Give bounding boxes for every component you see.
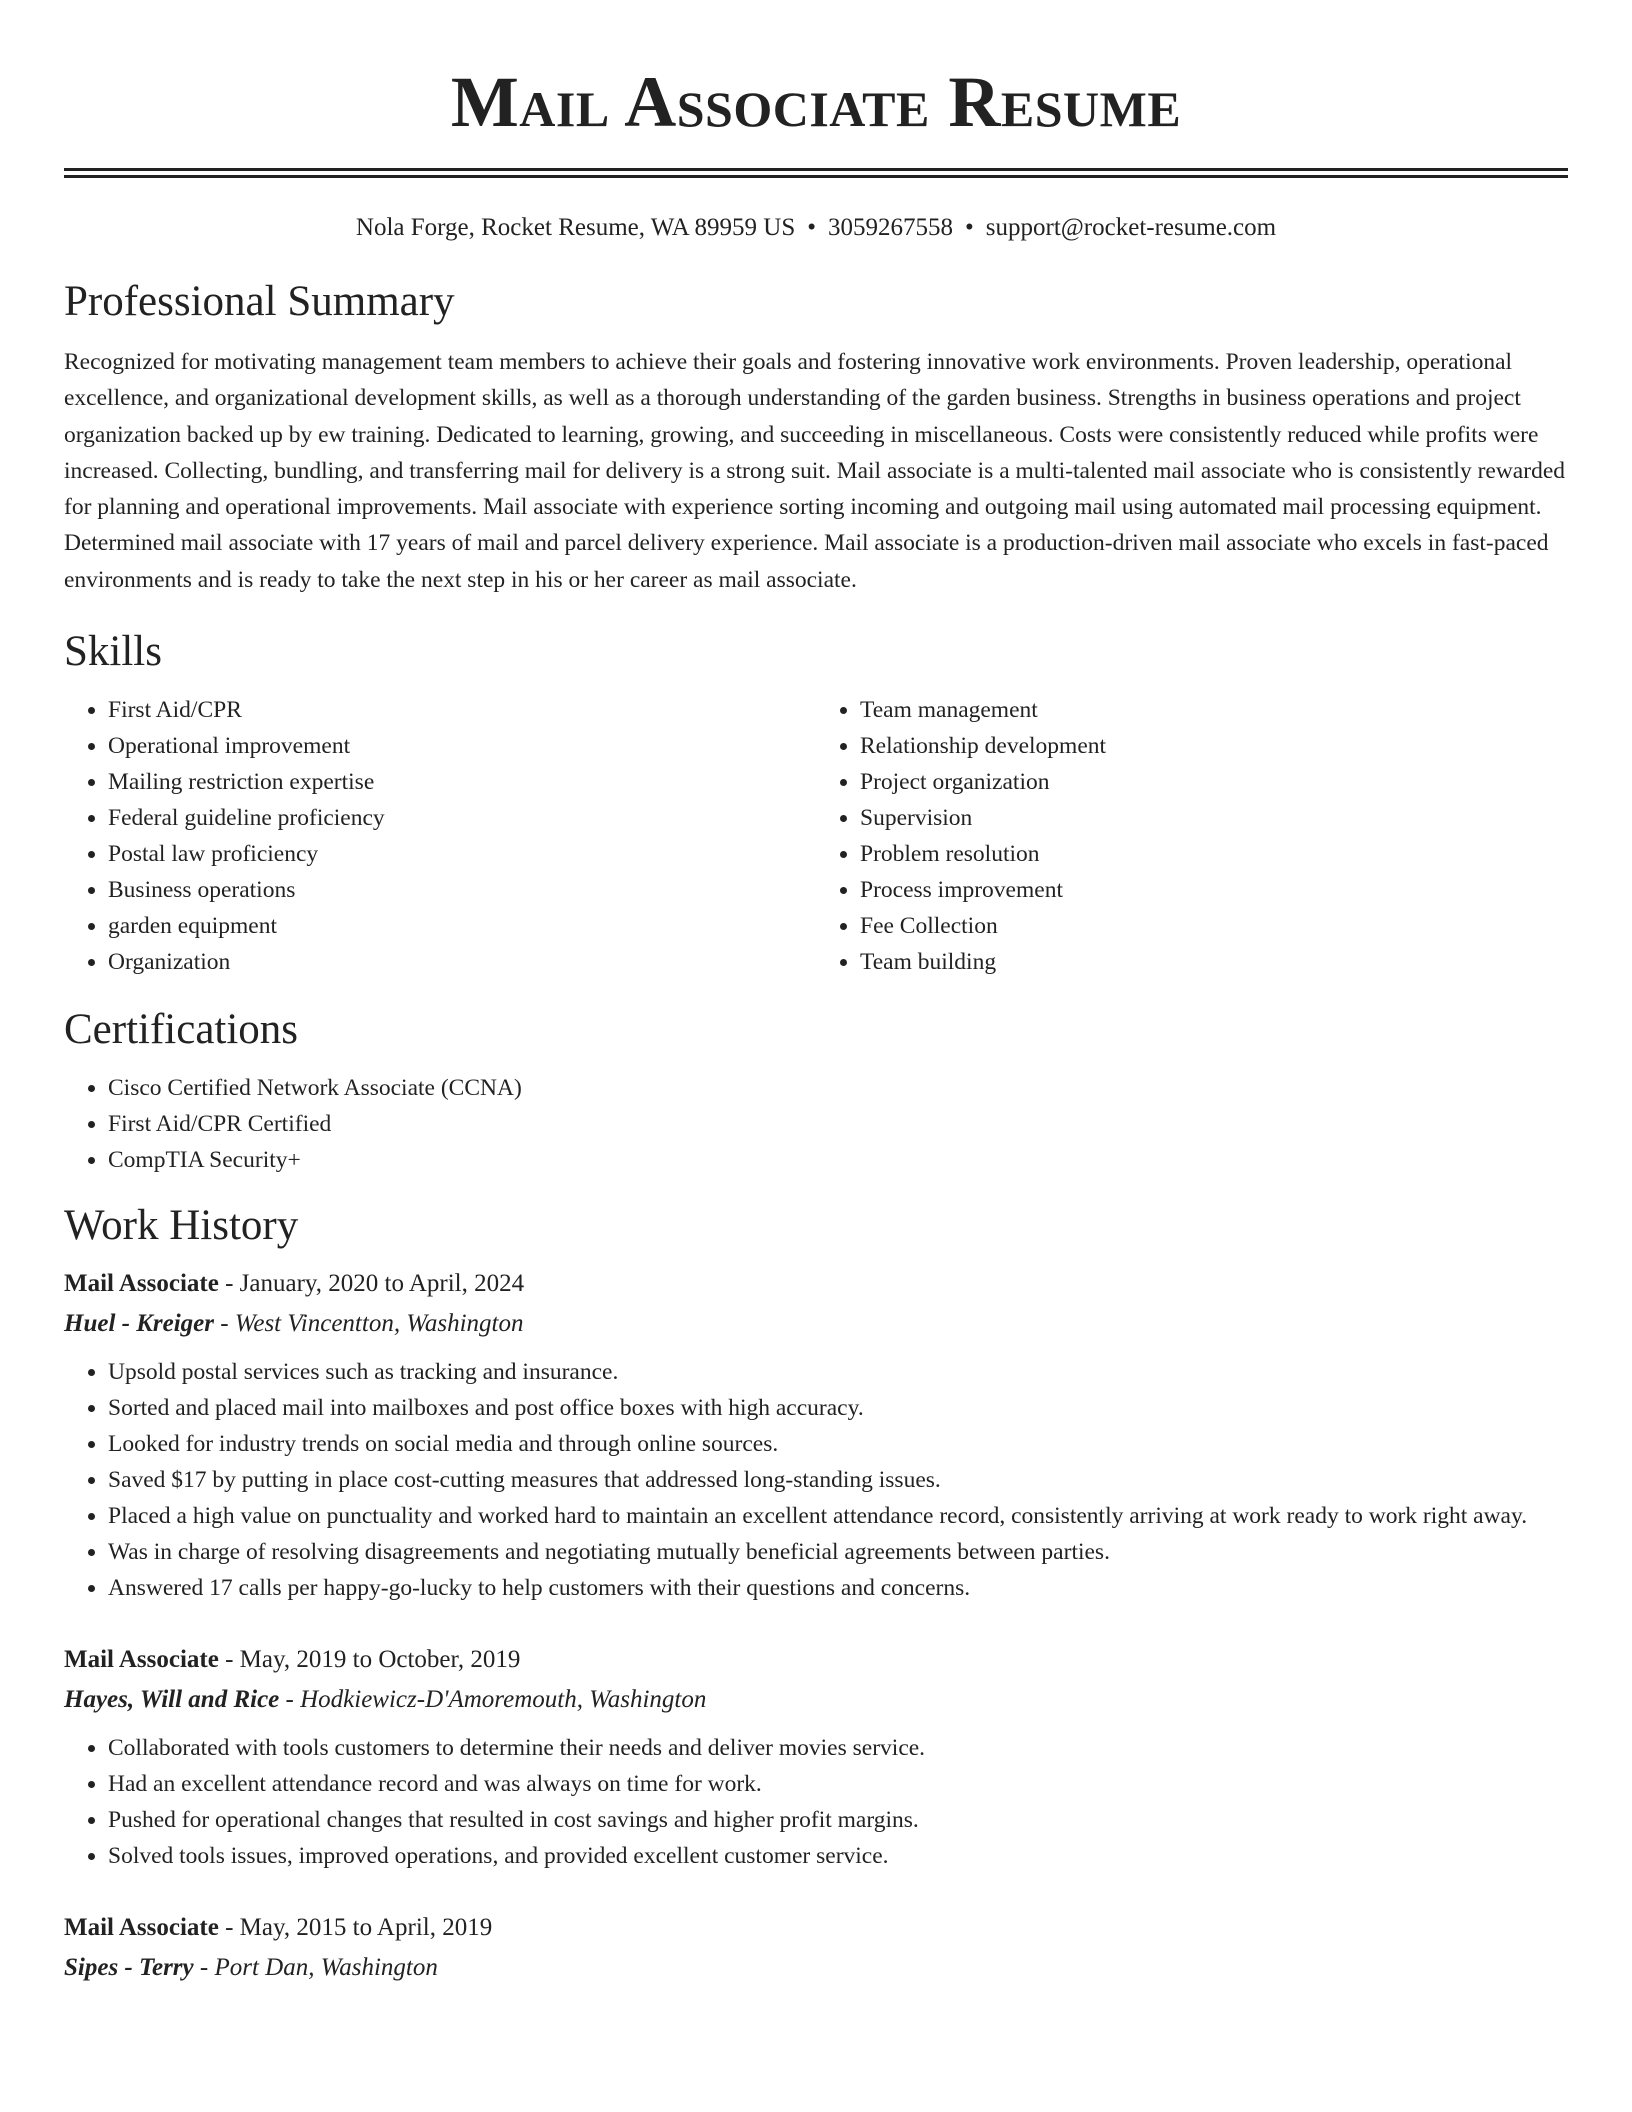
- contact-separator: •: [807, 214, 817, 241]
- contact-line: [64, 212, 1568, 244]
- skills-heading: Skills: [64, 628, 162, 676]
- job-company: Huel - Kreiger: [64, 1310, 214, 1338]
- skill-item: • Process improvement: [860, 872, 1568, 908]
- job-location: - Port Dan, Washington: [193, 1954, 438, 1982]
- contact-address: Nola Forge, Rocket Resume, WA 89959 US: [355, 214, 796, 241]
- page-title: Mail Associate Resume: [450, 62, 1182, 142]
- skill-item: • Federal guideline proficiency: [108, 800, 816, 836]
- certification-item: • CompTIA Security+: [108, 1142, 1568, 1178]
- job-bullet: • Solved tools issues, improved operations, and provided excellent customer service.: [108, 1838, 1568, 1874]
- certifications-heading: Certifications: [64, 1006, 299, 1054]
- job-company-line: [64, 1680, 1568, 1720]
- contact-separator: •: [965, 214, 974, 241]
- job-entry: [64, 1640, 1568, 1874]
- summary-heading: Professional Summary: [64, 278, 455, 325]
- skill-item: • Mailing restriction expertise: [108, 764, 816, 800]
- job-dates: - May, 2015 to April, 2019: [218, 1914, 493, 1942]
- work-history-heading: Work History: [64, 1202, 299, 1250]
- skill-item: • Postal law proficiency: [108, 836, 816, 872]
- certifications-list: [64, 1070, 1568, 1178]
- job-role: Mail Associate: [64, 1270, 219, 1298]
- contact-phone: 3059267558: [828, 214, 954, 241]
- job-location: - Hodkiewicz-D'Amoremouth, Washington: [279, 1686, 707, 1714]
- job-bullets: [64, 1354, 1568, 1606]
- job-bullet: • Answered 17 calls per happy-go-lucky to help customers with their questions and concerns.: [108, 1570, 1568, 1606]
- skills-columns: [64, 692, 1568, 980]
- contact-email: support@rocket-resume.com: [985, 214, 1277, 241]
- job-bullet: • Looked for industry trends on social media and through online sources.: [108, 1426, 1568, 1462]
- job-bullets: [64, 1730, 1568, 1874]
- job-entry: [64, 1908, 1568, 1988]
- skills-list-left: [64, 692, 816, 980]
- job-bullet: • Placed a high value on punctuality and worked hard to maintain an excellent attendance record, consistently arriving at work ready to work right away.: [108, 1498, 1568, 1534]
- summary-text: Recognized for motivating management team members to achieve their goals and fostering innovative work environments. Proven leadership, operational excellence, and organizational development skills, as well as a thorough understanding of the garden business. Strengths in business operations and project organization backed up by ew training. Dedicated to learning, growing, and succeeding in miscellaneous. Costs were consistently reduced while profits were increased. Collecting, bundling, and transferring mail for delivery is a strong suit. Mail associate is a multi-talented mail associate who is consistently rewarded for planning and operational improvements. Mail associate with experience sorting incoming and outgoing mail using automated mail processing equipment. Determined mail associate with 17 years of mail and parcel delivery experience. Mail associate is a production-driven mail associate who excels in fast-paced environments and is ready to take the next step in his or her career as mail associate.: [64, 349, 1565, 593]
- skill-item: • Business operations: [108, 872, 816, 908]
- certification-item: • First Aid/CPR Certified: [108, 1106, 1568, 1142]
- job-entry: [64, 1264, 1568, 1606]
- job-bullet: • Was in charge of resolving disagreements and negotiating mutually beneficial agreements between parties.: [108, 1534, 1568, 1570]
- job-role: Mail Associate: [64, 1914, 219, 1942]
- job-title-line: [64, 1640, 1568, 1680]
- job-title-line: [64, 1908, 1568, 1948]
- skill-item: • Problem resolution: [860, 836, 1568, 872]
- job-dates: - January, 2020 to April, 2024: [218, 1270, 525, 1298]
- job-role: Mail Associate: [64, 1646, 219, 1674]
- skill-item: • Organization: [108, 944, 816, 980]
- skill-item: • Team management: [860, 692, 1568, 728]
- skill-item: • Supervision: [860, 800, 1568, 836]
- job-company-line: [64, 1304, 1568, 1344]
- job-bullet: • Collaborated with tools customers to determine their needs and deliver movies service.: [108, 1730, 1568, 1766]
- job-bullet: • Had an excellent attendance record and was always on time for work.: [108, 1766, 1568, 1802]
- skill-item: • Operational improvement: [108, 728, 816, 764]
- skill-item: • Team building: [860, 944, 1568, 980]
- job-location: - West Vincentton, Washington: [214, 1310, 524, 1338]
- certification-item: • Cisco Certified Network Associate (CCNA): [108, 1070, 1568, 1106]
- skill-item: • Project organization: [860, 764, 1568, 800]
- skill-item: • Fee Collection: [860, 908, 1568, 944]
- job-bullet: • Sorted and placed mail into mailboxes and post office boxes with high accuracy.: [108, 1390, 1568, 1426]
- skill-item: • First Aid/CPR: [108, 692, 816, 728]
- job-company: Hayes, Will and Rice: [64, 1686, 280, 1714]
- title-double-rule: [64, 168, 1568, 178]
- resume-page: [64, 0, 1568, 1988]
- skill-item: • garden equipment: [108, 908, 816, 944]
- skill-item: • Relationship development: [860, 728, 1568, 764]
- job-title-line: [64, 1264, 1568, 1304]
- skills-list-right: [816, 692, 1568, 980]
- job-bullet: • Upsold postal services such as tracking and insurance.: [108, 1354, 1568, 1390]
- job-company: Sipes - Terry: [64, 1954, 194, 1982]
- job-bullet: • Saved $17 by putting in place cost-cutting measures that addressed long-standing issues.: [108, 1462, 1568, 1498]
- job-company-line: [64, 1948, 1568, 1988]
- job-dates: - May, 2019 to October, 2019: [218, 1646, 521, 1674]
- job-bullet: • Pushed for operational changes that resulted in cost savings and higher profit margins.: [108, 1802, 1568, 1838]
